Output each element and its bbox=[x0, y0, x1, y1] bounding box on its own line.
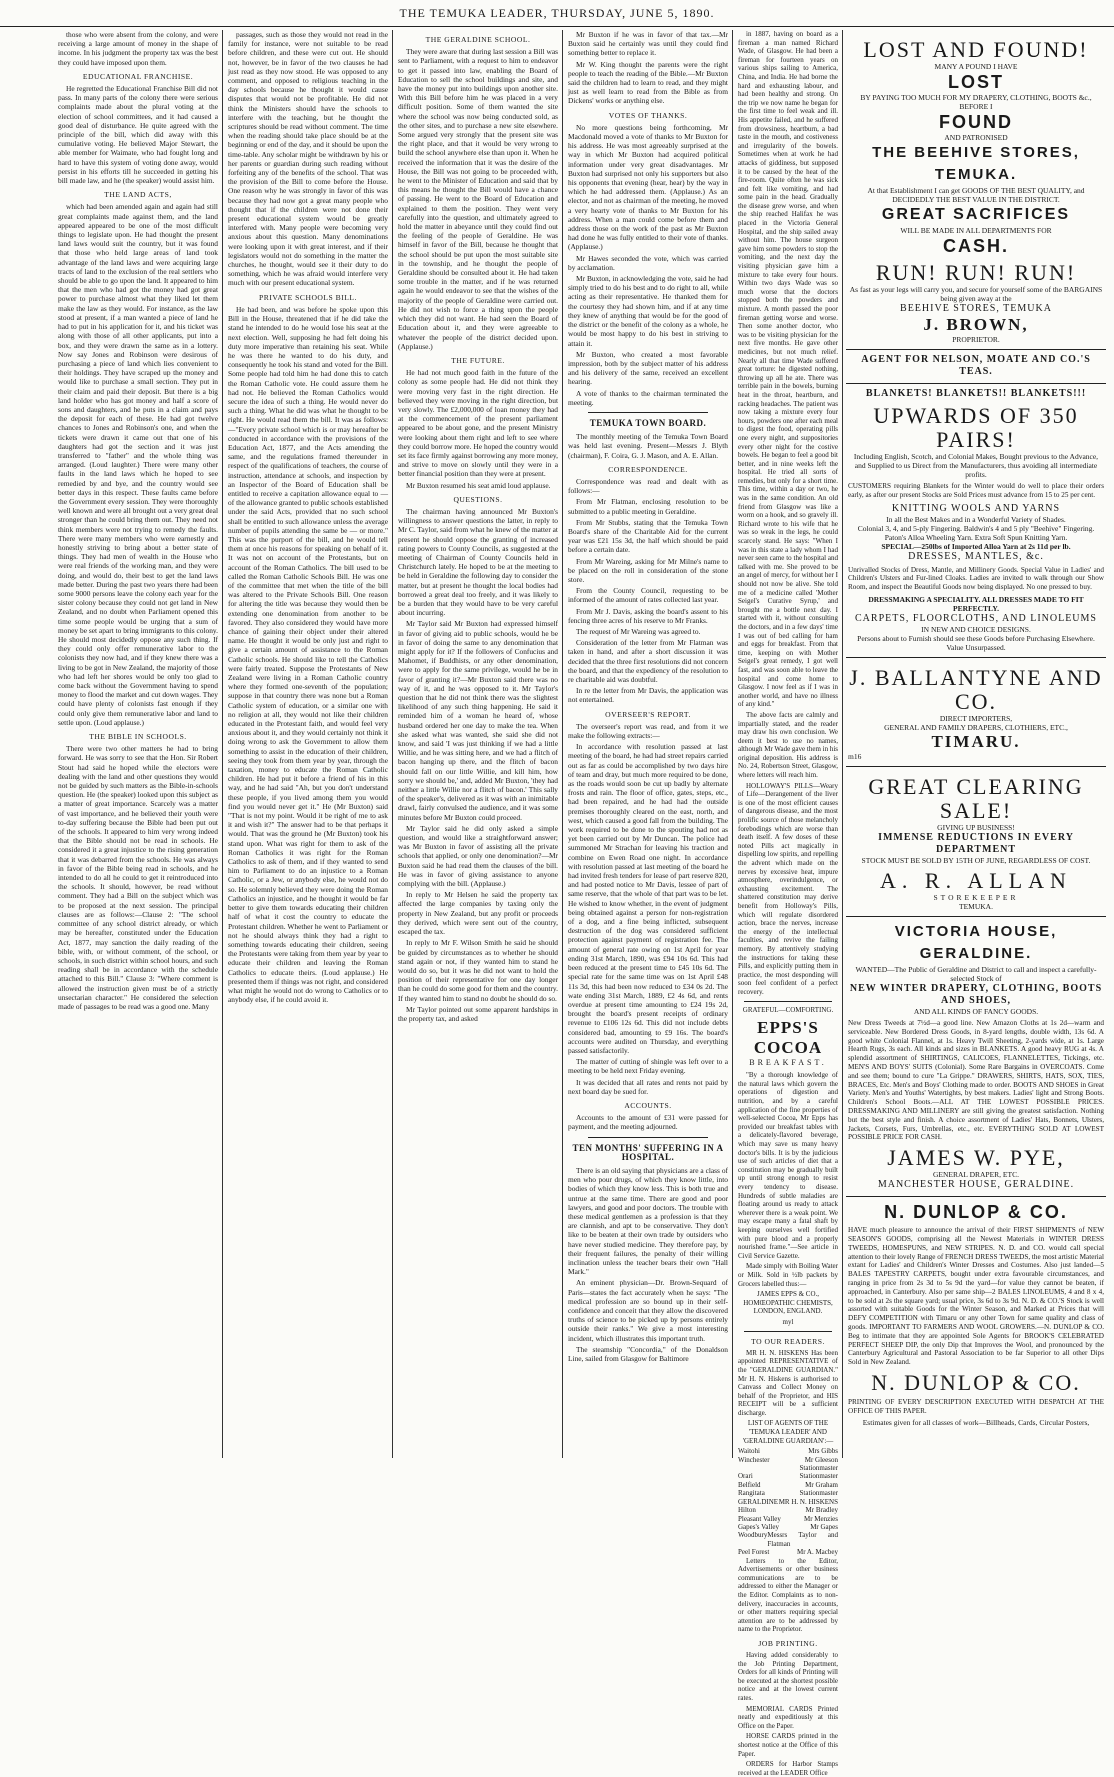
ad-store-name: VICTORIA HOUSE, GERALDINE. bbox=[894, 922, 1058, 962]
advertisements-column bbox=[846, 30, 1106, 1458]
ad-line: TEMUKA. bbox=[959, 901, 993, 911]
agent-place: Winchester bbox=[738, 1455, 770, 1464]
cocoa-subtitle: BREAKFAST. bbox=[749, 1058, 827, 1068]
article-paragraph: Mr Buxton, in acknowledging the vote, said he had simply tried to do his best and to do right to all, while acting as their representative. He thanked them for the courtesy they had shown him, and if at any time they knew of anything that would be for the good of the district or the benefit of the colony as a whole, he would be most happy to do his best in striving to attain it. bbox=[568, 274, 728, 348]
agent-place: Peel Forest bbox=[738, 1548, 770, 1557]
agent-row bbox=[738, 1498, 838, 1506]
article-paragraph: From Mr J. Davis, asking the board's assent to his fencing three acres of his reserve to Mr Franks. bbox=[568, 606, 728, 625]
agent-name: Stationmaster bbox=[799, 1472, 838, 1481]
ad-line: STOREKEEPER bbox=[933, 892, 1019, 902]
tea-agent-ad bbox=[846, 350, 1106, 384]
ad-body: New Dress Tweeds at 7½d—a good line. New Amazon Cloths at 1s 2d—warm and serviceable. New Bordered Dress Goods, in 8-yard lengths, double width, 13s 6d. A good white Colonial Flannel, at 1s. Heavy Twill Sheeting, 2-yards wide, at 1s. Large Hearth Rugs, 3s each. All kinds and sizes in BLANKETS. A good heavy RUG at 4s. A splendid assortment of SHIRTINGS, CALICOES, FLANNELETTES, Tickings, etc. MEN'S AND BOYS' SUITS (Colonial). Some Rare Bargains in OVERCOATS. Come and see them; bound to cure "La Grippe." DRAWERS, SHIRTS, HATS, SOX, TIES, BRACES, Etc. Men's and Boys' Clothing made to order. BOOTS AND SHOES in Great Variety. Men's and Youths' Watertights, by best makers. Ladies' light and Strong Boots. Children's School Boots.—ALL AT THE LOWEST POSSIBLE PRICES. DRESSMAKING AND MILLINERY are still giving the greatest satisfaction. Nothing but the best style and finish. A choice assortment of Ladies' Hats, Bonnets, Ulsters, Jackets, Corsets, Furs, Umbrellas, etc., etc. EVERYTHING SOLD AT LOWEST POSSIBLE PRICE FOR CASH. bbox=[848, 1018, 1104, 1142]
ad-town: TIMARU. bbox=[931, 731, 1021, 751]
article-paragraph: From Mr Wareing, asking for Mr Milne's name to be placed on the roll in consideration of the stone store. bbox=[568, 556, 728, 584]
ad-heading: KNITTING WOOLS AND YARNS bbox=[891, 502, 1061, 514]
article-paragraph: From Mr Stubbs, stating that the Temuka Town Board's share of the Charitable Aid for the current year was £21 15s 3d, the half which should be paid before a certain date. bbox=[568, 517, 728, 555]
ad-word: FOUND bbox=[939, 112, 1013, 132]
ad-line: IN NEW AND CHOICE DESIGNS. bbox=[921, 624, 1031, 634]
ballantyne-ad bbox=[846, 658, 1106, 767]
ad-line: BEEHIVE STORES, TEMUKA bbox=[900, 303, 1052, 314]
cocoa-kicker: GRATEFUL—COMFORTING. bbox=[742, 1005, 834, 1014]
ad-line: Estimates given for all classes of work—Billheads, Cards, Circular Posters, bbox=[862, 1418, 1090, 1428]
column-4 bbox=[568, 30, 728, 1458]
ad-line: GENERAL DRAPER, ETC. bbox=[933, 1170, 1019, 1180]
article-paragraph: They were aware that during last session a Bill was sent to Parliament, with a request to him to endeavor to get it passed into law, enabling the Board of Education to sell the school buildings and site, and have the money put into buildings upon another site. With this Bill before him he was placed in a very difficult position. Some of them wanted the site where the school was now being conducted sold, as the other sites, and to purchase a new site elsewhere. Some argued very strongly that the present site was the right place, and that it would be very wrong to build the school anywhere else than upon it. When he received the information that it was the desire of the House, the Bill was not going to be proceeded with, he went to the Minister of Education and said that by this means he thought the Bill would have a chance of passing. He went to the Board of Education and explained to them the position. They went very carefully into the question, and ultimately agreed to hold the matter in abeyance until they could find out the feeling of the people of Geraldine. He was himself in favor of the Bill, because he thought that the school should be put upon the most suitable site in the township, and he thought the people of Geraldine should be consulted about it. He had taken some trouble in the matter, and if he was returned again he would endeavor to see that the wishes of the majority of the people of Geraldine were carried out. He did not wish to force a thing upon the people which they did not want. He had seen the Board of Education about it, and they were agreeable to whatever the people of the district decided upon. (Applause.) bbox=[398, 47, 558, 351]
column-5 bbox=[738, 30, 839, 1777]
agent-name: Mr Gapes bbox=[810, 1522, 838, 1531]
article-paragraph: An eminent physician—Dr. Brown-Sequard of Paris—states the fact accurately when he says: "The medical profession are so bound up in their self-confidence and conceit that they allow the discovered truths of science to be picked up by persons entirely outside their ranks." We give a most interesting incident, which illustrates this important truth. bbox=[568, 1278, 728, 1343]
article-paragraph: From Mr Flatman, enclosing resolution to be submitted to a public meeting in Geraldine. bbox=[568, 497, 728, 516]
section-heading: JOB PRINTING. bbox=[758, 1638, 818, 1648]
ad-body: HAVE much pleasure to announce the arrival of their FIRST SHIPMENTS of NEW SEASON'S GOODS, comprising all the Newest Materials in WINTER DRESS TWEEDS, HOMESPUNS, and NEW STRIPES. N. D. and CO. would call special attention to their lovely Range of FRENCH DRESS TWEEDS, the most artistic Material extant for Ladies' and Children's Winter Dresses and Costumes. Also just landed—5 BALES TAPESTRY CARPETS, bought under extra favourable circumstances, and ranging in price from 2s 3d to 5s 9d the yard—for value they cannot be beaten, if approached, in Canterbury. Also per same ship—2 BALES LINOLEUMS, 4 and 8 x 4, to be sold at 2s the square yard; usual price, 3s 6d to 3s 9d. N. D. & CO.'S Stock is well assorted with suitable Goods for the Winter Season, and Marked at Prices that will DEFY COMPETITION with Timaru or any other Town for same quality and class of goods. IMPORTANT TO FARMERS AND WOOL GROWERS.—N. DUNLOP & CO. Beg to intimate that they are appointed Sole Agents for BROOK'S CELEBRATED PERFECT SHEEP DIP, the only Dip that Improves the Wool, and pronounced by the Canterbury Agricultural and Pastoral Association to be far Superior to all other Dips Sold in New Zealand. bbox=[848, 1226, 1104, 1367]
agent-row bbox=[738, 1523, 838, 1531]
agent-name: Mr A. Macbey bbox=[796, 1548, 838, 1557]
article-paragraph: HOLLOWAY'S PILLS—Weary of Life—Derangement of the liver is one of the most efficient causes of dangerous disease, and the most prolific source of those melancholy forebodings which are worse than death itself. A few doses of these noted Pills act magically in dispelling low spirits, and repelling the advent which made on the nerves by excessive heat, impure atmosphere, overindulgence, or exhausting excitement. The shattered constitution may derive benefit from Holloway's Pills, which will regulate disordered action, brace the nerves, increase the energy of the intellectual faculties, and revive the failing memory. By attentively studying the instructions for taking these Pills, and explicitly putting them in practice, the most desponding will soon feel confident of a perfect recovery. bbox=[738, 781, 838, 996]
article-paragraph: The chairman having announced Mr Buxton's willingness to answer questions the latter, in reply to Mr C. Taylor, said from what he knew of the matter at present he should oppose the granting of increased rating powers to County Councils, as suggested at the meeting of Chairman of County Councils held in Christchurch lately. He hoped to be at the meeting to be held in Geraldine the following day to consider the matter, but at present he thought the local bodies had borrowed a great deal too freely, and it was likely to be a burden that they would have to be very careful about incurring. bbox=[398, 506, 558, 618]
ad-line: GENERAL AND FAMILY DRAPERS, CLOTHIERS, ETC., bbox=[884, 722, 1068, 732]
ad-line: DRESSMAKING A SPECIALITY. ALL DRESSES MADE TO FIT PERFECTLY. bbox=[868, 594, 1084, 613]
article-paragraph: The request of Mr Wareing was agreed to. bbox=[576, 626, 701, 636]
ad-proprietor-name: J. BROWN, bbox=[923, 315, 1029, 334]
ad-line: Colonial 3, 4, and 5-ply Fingering. Baldwin's 4 and 5 ply "Beehive" Fingering. Paton's Alloa Wheeling Yarn. Extra Soft Spun Knitting Yarn. bbox=[857, 523, 1095, 542]
agent-row bbox=[738, 1447, 838, 1455]
column-divider bbox=[562, 30, 563, 1458]
column-2 bbox=[228, 30, 388, 1458]
section-rule bbox=[744, 1331, 832, 1332]
ad-heading: NEW WINTER DRAPERY, CLOTHING, BOOTS AND SHOES, bbox=[849, 982, 1103, 1006]
article-paragraph: In re the letter from Mr Davis, the application was not entertained. bbox=[568, 686, 728, 705]
job-printing-notice: Having added considerably to the Job Printing Department, Orders for all kinds of Printing will be executed at the shortest possible notice and at the lowest current rates. bbox=[738, 1651, 838, 1703]
agents-list bbox=[738, 1447, 838, 1556]
ad-line: Persons about to Furnish should see these Goods before Purchasing Elsewhere. Value Unsurpassed. bbox=[857, 633, 1095, 652]
article-paragraph: He had been, and was before he spoke upon this Bill in the House, threatened that if he did take the stand he intended to do he would lose his seat at the next election. Well, supposing he had felt doing his duty more imperative than retaining his seat. While he was there he wanted to do his duty, and consequently he took his stand and voted for the Bill. Some people had told him he had done this to catch the Roman Catholic vote. He could assure them he had not. He believed the Roman Catholics would secure the idea of such a thing. He would never do such a thing. What he did was what he thought to be right. He would read them the bill. It was as follows:—"Every private school which is or may hereafter be conducted in accordance with the provisions of the Education Act, 1877, and the Acts amending the same, and the regulations framed thereunder in respect of the qualifications of teachers, the course of instruction, attendance at schools, and inspection by an Inspector of the Board of Education shall be entitled to receive a capitation allowance equal to — of the allowance granted to public schools established under the said Acts, provided that no such school shall be entitled to such allowance unless the average number of pupils attending the same be — or more." This was the purport of the bill, and he would tell them at once his reasons for speaking on behalf of it. It was not on account of the Protestants, but on account of the Roman Catholics. The bill used to be called the Roman Catholic Schools Bill. He was one of the committee that met when the title of the bill was altered to the Private Schools Bill. One reason for altering the title was because they would then be extending one denomination from another to be favored. They also considered they would have more chance of gaining their object under their altered name. He thought it would be only just and right to give a certain amount of assistance to the Roman Catholic schools. He should like to tell the Catholics were fairly treated. Suppose the Protestants of New Zealand were living in a Roman Catholic country where they formed one-seventh of the population; suppose in that country there was none but a Roman Catholic system of education, or a similar one with no religion at all, they would not like their children educated in the Protestant faith, and would feel very anxious about it, and they would certainly not think it doing wrong to ask the Government to allow them something to assist in the education of their children, seeing they took from them year by year, through the taxation, money to educate the Roman Catholic children. He had put it before a friend of his in this way, and he had said "Ah, but you don't understand these people, if you lived among them you would find you would never get it." He (Mr Buxton) said "That is not my point. Would it be right of me to ask it and wish it?" The answer had to be that perhaps it would. That was the ground he (Mr Buxton) took his stand upon. What was right for them to ask of the Roman Catholics it was right for the Roman Catholics to ask of them, and if they wanted to send him to Parliament to do an injustice to a Roman Catholic, or a Jew, or anybody else, he would not do so. He solemnly believed they were doing the Roman Catholics an injustice, and he thought it would be far better to give them towards educating their children half of what it cost the country to educate the Protestant children. Whether he went to Parliament or not he should always think they had a right to something towards educating their children, seeing the Protestants were taking from them year by year to educate their children and leaving the Roman Catholics to educate theirs. (Loud applause.) He presented them if things was not right, and considered what might he would not do wrong to Catholics or to anybody else, if he could avoid it. bbox=[228, 304, 388, 1005]
section-heading: EDUCATIONAL FRANCHISE. bbox=[82, 71, 194, 81]
section-rule bbox=[588, 412, 708, 413]
article-paragraph: The steamship "Concordia," of the Donaldson Line, sailed from Glasgow for Baltimore bbox=[568, 1344, 728, 1364]
agent-place: Rangitata bbox=[738, 1489, 765, 1498]
ad-heading: DRESSES, MANTLES, &c. bbox=[908, 550, 1044, 562]
agent-name: Mr Graham bbox=[805, 1480, 838, 1489]
article-paragraph: Accounts to the amount of £31 were passed for payment, and the meeting adjourned. bbox=[568, 1113, 728, 1132]
article-paragraph: Mr W. King thought the parents were the right people to teach the reading of the Bible.—Mr Buxton said the children had to learn to read, and they might just as well learn to read from the Bible as from Dickens' works or anything else. bbox=[568, 59, 728, 106]
article-title: TEMUKA TOWN BOARD. bbox=[589, 417, 707, 428]
agent-place: Woodbury bbox=[738, 1531, 768, 1540]
ad-store-name: N. DUNLOP & CO. bbox=[884, 1202, 1068, 1223]
agent-name: Mrs Gibbs bbox=[808, 1447, 838, 1456]
agent-row bbox=[738, 1515, 838, 1523]
article-paragraph: Consideration of the letter from Mr Flatman was taken in hand, and after a short discussion it was decided that the three first resolutions did not concern the board, and that the expediency of the resolution to re charitable aid was doubtful. bbox=[568, 638, 728, 684]
article-paragraph: In reply to Mr F. Wilson Smith he said he should be guided by circumstances as to whether he should stand again or not, if they wanted him to stand he would do so, but it was he did not want to hold the position of their representative for one day longer than he could do some good for them and the country. If they wanted him to stand no doubt he should do so. bbox=[398, 938, 558, 1003]
orders-notice: ORDERS for Harbor Stamps received at the LEADER Office bbox=[738, 1760, 838, 1777]
ad-body: PRINTING OF EVERY DESCRIPTION EXECUTED WITH DESPATCH AT THE OFFICE OF THIS PAPER. bbox=[848, 1397, 1104, 1415]
ad-line: BY PAYING TOO MUCH FOR MY DRAPERY, CLOTHING, BOOTS &c., BEFORE I bbox=[860, 93, 1092, 111]
ad-line: AND PATRONISED bbox=[944, 133, 1008, 142]
section-heading: THE FUTURE. bbox=[451, 355, 505, 365]
article-title: TEN MONTHS' SUFFERING IN A HOSPITAL. bbox=[572, 1142, 724, 1162]
article-paragraph: Mr Hawes seconded the vote, which was carried by acclamation. bbox=[568, 253, 728, 272]
ad-heading: RUN! RUN! RUN! bbox=[875, 260, 1077, 285]
article-paragraph: The above facts are calmly and impartially stated, and the reader may draw his own conclusion. We deem it best to use no names, although Mr Wade gave them in his original deposition. His address is No. 24, Robertson Street, Glasgow, where letters will reach him. bbox=[738, 710, 839, 780]
agent-name: MR H. N. HISKENS bbox=[778, 1497, 838, 1506]
article-paragraph: It was decided that all rates and rents not paid by next board day be sued for. bbox=[568, 1077, 728, 1096]
ad-word: LOST bbox=[948, 72, 1004, 92]
memorial-cards-notice: MEMORIAL CARDS Printed neatly and expeditiously at this Office on the Paper. bbox=[738, 1704, 838, 1730]
article-paragraph: Mr Buxton resumed his seat amid loud applause. bbox=[406, 480, 551, 490]
section-heading: QUESTIONS. bbox=[453, 494, 503, 504]
section-heading: THE BIBLE IN SCHOOLS. bbox=[89, 732, 187, 742]
agent-row bbox=[738, 1506, 838, 1514]
article-paragraph: Mr Buxton, who created a most favorable impression, both by the subject matter of his address and his delivery of the same, received an excellent hearing. bbox=[568, 349, 728, 387]
column-divider bbox=[222, 30, 223, 1458]
article-paragraph: those who were absent from the colony, and were receiving a large amount of money in the shape of income. In his judgment the property tax was the best they could have imposed upon them. bbox=[58, 30, 218, 67]
agent-place: Waitohi bbox=[738, 1447, 760, 1456]
article-paragraph: He had not much good faith in the future of the colony as some people had. He did not think they were moving very fast in the right direction. He believed they were moving in the right direction, but very slowly. The £2,000,000 of loan money they had at the commencement of the present parliament appeared to be about gone, and the present Ministry were looking about them right and left to see where they could borrow more. He hoped the country would set its face firmly against borrowing any more money, and strive to move on slowly until they were in a better financial position than they were at present. bbox=[398, 368, 558, 479]
article-paragraph: The overseer's report was read, and from it we make the following extracts:— bbox=[568, 721, 728, 741]
ad-line: DIRECT IMPORTERS, bbox=[939, 713, 1013, 723]
ad-store-name: THE BEEHIVE STORES, TEMUKA. bbox=[872, 144, 1080, 183]
cocoa-body: "By a thorough knowledge of the natural laws which govern the operations of digestion and nutrition, and by a careful application of the fine properties of well-selected Cocoa, Mr Epps has provided our breakfast tables with a delicately-flavored beverage, which may save us many heavy doctor's bills. It is by the judicious use of such articles of diet that a constitution may be gradually built up until strong enough to resist every tendency to disease. Hundreds of subtle maladies are floating around us ready to attack wherever there is a weak point. We may escape many a fatal shaft by keeping ourselves well fortified with pure blood and a properly nourished frame."—See article in Civil Service Gazette. bbox=[738, 1071, 838, 1260]
article-paragraph: The matter of cutting of shingle was left over to a meeting to be held next Friday evening. bbox=[568, 1057, 728, 1076]
cocoa-code: myl bbox=[782, 1317, 794, 1326]
agent-row bbox=[738, 1481, 838, 1489]
agent-row bbox=[738, 1472, 838, 1480]
ad-body: Unrivalled Stocks of Dress, Mantle, and Millinery Goods. Special Value in Ladies' and Children's Ulsters and Fur-lined Cloaks. Ladies are invited to walk through our Show Room, and inspect the Beautiful Goods now being displayed. No one pressed to buy. bbox=[848, 565, 1104, 592]
agent-name: Stationmaster bbox=[799, 1464, 838, 1473]
ad-line: SPECIAL—250lbs of Imported Alloa Yarn at 2s 11d per lb. bbox=[881, 541, 1071, 551]
column-divider bbox=[842, 30, 843, 1458]
ad-code: m16 bbox=[848, 751, 862, 761]
victoria-house-ad bbox=[846, 917, 1106, 1197]
letters-notice: Letters to the Editor, Advertisements or other business communications are to be addressed to either the Manager or the Editor. Complaints as to non-delivery, inaccuracies in accounts, or other matters requiring special attention are to be addressed by name to the Proprietor. bbox=[738, 1556, 838, 1634]
cocoa-made: Made simply with Boiling Water or Milk. Sold in ½lb packets by Grocers labelled thus:— bbox=[738, 1262, 838, 1288]
section-heading: CORRESPONDENCE. bbox=[608, 464, 688, 474]
section-heading: PRIVATE SCHOOLS BILL. bbox=[259, 292, 357, 302]
ad-heading: CARPETS, FLOORCLOTHS, AND LINOLEUMS bbox=[855, 612, 1097, 624]
ad-title: LOST AND FOUND! bbox=[863, 37, 1089, 62]
agent-row bbox=[738, 1531, 838, 1548]
ad-body: CUSTOMERS requiring Blankets for the Winter would do well to place their orders early, as after our present Stocks are Sold Prices must advance from 15 to 25 per cent. bbox=[848, 482, 1104, 499]
section-rule bbox=[744, 1001, 832, 1002]
horse-cards-notice: HORSE CARDS printed in the shortest notice at the Office of this Paper. bbox=[738, 1732, 838, 1758]
ad-line: WILL BE MADE IN ALL DEPARTMENTS FOR bbox=[900, 226, 1052, 235]
column-divider bbox=[392, 30, 393, 1458]
ad-heading: AGENT FOR NELSON, MOATE AND CO.'S TEAS. bbox=[861, 354, 1091, 377]
agent-name: Mr Menzies bbox=[803, 1514, 838, 1523]
article-paragraph: In reply to Mr Helsen he said the property tax affected the large companies by taxing only the property in New Zealand, but any profit or proceeds they derived, which were sent out of the country, escaped the tax. bbox=[398, 890, 558, 937]
ad-line: AND ALL KINDS OF FANCY GOODS. bbox=[913, 1006, 1039, 1016]
cocoa-title: EPPS'S COCOA bbox=[753, 1018, 823, 1058]
article-paragraph: In accordance with resolution passed at last meeting of the board, he had had street repairs carried out as far as could be accomplished by two days hire of team and dray, but much more required to be done, as the roads would soon be cut up badly by alternate frosts and rain. The floor of office, gates, steps, etc., had been repaired, and he had had the outside premises thoroughly cleared on the east, north, and west, which caused a good fall from the building. The work required to be done to the spouting had not as yet been carried out by Mr Duncan. The police had summoned Mr Strachan for leaving his traction and combine on Ewen Road one night. In accordance with resolution passed at last meeting of the board he had invited fresh tenders for lease of part reserve 820, and had posted notice to Mr Davis, lessee of part of same reserve, that the whole of that part was to be let. He wished to know whether, in the event of judgment being obtained against a person for non-registration of a dog, and a fine being inflicted, subsequent destruction of the dog was considered sufficient protection against payment of registration fee. The amount of general rate owing on 1st April for year ending 31st March, 1890, was £94 10s 6d. This had been reduced at the present time to £45 10s 6d. The special rate for the same time was on 1st April £48 11s 3d, this had been now reduced to £34 0s 2d. The wate ending 31st March, 1889, £2 4s 6d, and rents overdue at present time amounting to £24 19s 2d, brought the board's present receipts of ordinary revenue to £106 12s 6d. This did not include debts considered bad, amounting to £9 16s. The board's accounts were audited on Thursday, and everything passed satisfactorily. bbox=[568, 742, 728, 1055]
ad-line: MANY A POUND I HAVE bbox=[934, 62, 1018, 71]
ad-heading: GREAT SACRIFICES bbox=[881, 206, 1071, 223]
cocoa-maker: JAMES EPPS & CO., HOMŒOPATHIC CHEMISTS, LONDON, ENGLAND. bbox=[743, 1290, 833, 1316]
agents-title: LIST OF AGENTS OF THE 'TEMUKA LEADER' AND 'GERALDINE GUARDIAN':— bbox=[742, 1419, 834, 1445]
article-paragraph: passages, such as those they would not read in the family for instance, were not suitable to be read before children, and these were cut out. He should not, however, be in favor of the two clauses he had just read as they now stood. He was opposed to any comment, and opposed to religious teaching in the day schools because he thought it would cause disputes that would not be profitable. He did not think the Ministers should have the schools to interfere with the teaching, but he thought the scriptures should be read without comment. The time when the reading should take place should be at the beginning or end of the day, and it should be upon the time-table. Any scholar might be withdrawn by his or her parents or guardian during such reading without forfeiting any of the benefits of the school. That was the provision of the Bill to come before the House. One reason why he was strongly in favor of this was because they had now got a great many people who thought that if the children were not done their present educational system would be greatly interfered with. Many people were becoming very anxious about this question. Many denominations were looking upon it with great interest, and if their legislators would not do something in the matter the churches, he thought, would see it their duty to do something, which he was afraid would interfere very much with our present educational system. bbox=[228, 30, 388, 288]
dunlop-ad bbox=[846, 1197, 1106, 1432]
ad-line: At that Establishment I can get GOODS OF THE BEST QUALITY, and DECIDEDLY THE BEST VALUE IN THE DISTRICT. bbox=[867, 186, 1085, 204]
section-heading: ACCOUNTS. bbox=[624, 1100, 672, 1110]
agent-name: Mr Bradley bbox=[805, 1506, 838, 1515]
lost-and-found-ad bbox=[846, 30, 1106, 350]
agent-name: Mr Gleeson bbox=[804, 1455, 838, 1464]
ad-line: GIVING UP BUSINESS! bbox=[937, 822, 1015, 832]
section-heading: THE LAND ACTS, bbox=[104, 190, 172, 200]
ad-heading: BLANKETS! BLANKETS!! BLANKETS!!! bbox=[865, 388, 1087, 399]
article-paragraph: There were two other matters he had to bring forward. He was sorry to see that the Hon. Sir Robert Stout had said he hoped while the electors were dealing with the land and other questions they would not be guided by such matters as the Bible-in-schools question. He (the speaker) looked upon this subject as a matter of great importance. Scarcely was a matter of vast importance, and he believed their youth were to-day suffering because the Bible had been put out of the schools. It appeared to him very wrong indeed that the Bible should not be read in schools. He considered it a great injustice to the rising generation that it was debarred from the schools. He was always in favor of the Bible being read in schools, and he intended to do all he could to get it reintroduced into the schools. It should, however, be read without comment. They had a Bill on the subject which was to be proposed at the next session. The principal clauses are as follows:—Clause 2: "The school committee of any school district already, or which may be hereafter, constituted under the Education Act, 1877, may sanction the daily reading of the bible, with, or without comment, of the school, or schools, in such district within school hours, and such reading shall be in accordance with the schedule attached to this Bill." Clause 3: "Where comment is allowed the instruction given must be of a strictly unsectarian character." He considered the selection made of passages to be read was a good one. Many bbox=[58, 744, 218, 1011]
ad-line: PROPRIETOR. bbox=[952, 335, 1000, 344]
column-1 bbox=[58, 30, 218, 1458]
article-paragraph: Correspondence was read and dealt with as follows:— bbox=[568, 476, 728, 496]
ad-heading: GREAT CLEARING SALE! bbox=[868, 773, 1084, 823]
agent-row bbox=[738, 1456, 838, 1464]
ad-line: MANCHESTER HOUSE, GERALDINE. bbox=[877, 1179, 1075, 1191]
ad-heading: UPWARDS OF 350 PAIRS! bbox=[873, 403, 1079, 452]
section-heading: OVERSEER'S REPORT. bbox=[605, 709, 691, 719]
article-paragraph: Mr Buxton if he was in favor of that tax.—Mr Buxton said he certainly was until they could find something better to replace it. bbox=[568, 30, 728, 58]
readers-notice: MR H. N. HISKENS Has been appointed REPRESENTATIVE of the "GERALDINE GUARDIAN." Mr H. N. Hiskens is authorised to Canvass and Collect Money on behalf of the Proprietor, and HIS RECEIPT will be a sufficient discharge. bbox=[738, 1348, 838, 1417]
ad-line: As fast as your legs will carry you, and secure for yourself some of the BARGAINS being given away at the bbox=[849, 285, 1103, 303]
agent-place: Orari bbox=[738, 1472, 753, 1481]
article-paragraph: Mr Taylor said he did only asked a simple question, and would like a straightforward answer; was Mr Buxton in favor of assisting all the private schools that applied, or only one denomination?—Mr Buxton said he had read them the clauses of the bill. He was in favor of giving assistance to anyone complying with the bill. (Applause.) bbox=[398, 823, 558, 889]
agent-row bbox=[738, 1489, 838, 1497]
ad-word: CASH. bbox=[942, 236, 1009, 256]
agent-name: Messrs Taylor and Flatman bbox=[767, 1531, 838, 1548]
masthead: THE TEMUKA LEADER, THURSDAY, JUNE 5, 1890. bbox=[0, 0, 1114, 27]
ad-line: WANTED—The Public of Geraldine and District to call and inspect a carefully-selected Stock of bbox=[855, 964, 1097, 983]
article-paragraph: in 1887, having on board as a fireman a man named Richard Wade, of Glasgow. He had been a fireman for fourteen years on various ships sailing to America, China, and India. He had borne the hard and exhausting labour, and had been healthy and strong. On the trip we now name he began for the first time to feel weak and ill. His appetite failed, and he suffered from drowsiness, heartburn, a bad taste in the mouth, and costiveness and irregularity of the bowels. Sometimes when at work he had attacks of giddiness, but supposed it to be caused by the heat of the fire-room. Quite often he was sick and felt like vomiting, and had some pain in the head. Gradually the disease grew worse, and when the ship reached Halifax he was placed in the Victoria General Hospital, and the ship sailed away without him. The house surgeon gave him some powders to stop the vomiting, and the next day the visiting physician gave him a mixture to take every four hours. Within two days Wade was so much worse that the doctors stopped both the powders and mixture. A month passed the poor fireman getting worse and worse. Then some another doctor, who was to be visiting physician for the next five months. He gave other medicines, but not much relief. Nearly all that time Wade suffered great torture: he digested nothing, throwing up all he ate. There was terrible pain in the bowels, burning heat in the throat, heartburn, and racking headaches. The patient was now taking a mixture every four hours, powders one after each meal to digest the food, operating pills one every night, and suppositories every other night for the costive bowels. He began to feel a good bit better, and in nine weeks left the hospital. He tried all sorts of remedies, but only for a short time. This time, within a day or two, he was in the same condition. An old friend from Glasgow was like a worm on a hook, and so gravely ill. Richard wrote to his wife that he was so weak in the legs, he could scarcely stand. He says: "When I was in this state a lady whom I had never seen came to the hospital and talked with me. She proved to be an angel of mercy, for without her I should not now be alive. She told me of a medicine called 'Mother Seigel's Curative Syrup,' and brought me a bottle next day. I started with it, without consulting the doctors, and in a few days' time I was out of bed calling for ham and eggs for breakfast. From that time, keeping on with Mother Seigel's great remedy, I got well fast, and was soon able to leave the hospital and come home to Glasgow. I now feel as if I was in another world, and have no illness of any kind." bbox=[738, 30, 838, 709]
article-paragraph: He regretted the Educational Franchise Bill did not pass. In many parts of the colony there were serious complaints made about the plural voting at the election of school committees, and it had caused a good deal of disturbance. He quite agreed with the principle of the bill, which did away with this cumulative voting. He believed Major Stewart, the able member for Waimate, who had fought long and hard to have this system of voting done away, would persist in his efforts till he succeeded in getting his bill made law, and he (the speaker) would assist him. bbox=[58, 84, 218, 186]
agent-place: Gapes's Valley bbox=[738, 1522, 779, 1531]
article-paragraph: The monthly meeting of the Temuka Town Board was held last evening. Present—Messrs J. Blyth (chairman), F. Coira, G. J. Mason, and A. E. Allan. bbox=[568, 432, 728, 460]
ad-proprietor-name: JAMES W. PYE, bbox=[887, 1145, 1065, 1171]
agent-row bbox=[738, 1464, 838, 1472]
ad-line: Including English, Scotch, and Colonial Makes, Bought previous to the Advance, and Supplied to us Direct from the Manufacturers, thus avoiding all intermediate profits. bbox=[853, 452, 1099, 479]
agent-place: Pleasant Valley bbox=[738, 1514, 781, 1523]
article-paragraph: From the County Council, requesting to be informed of the amount of rates collected last year. bbox=[568, 586, 728, 605]
agent-place: Belfield bbox=[738, 1480, 761, 1489]
article-paragraph: A vote of thanks to the chairman terminated the meeting. bbox=[568, 388, 728, 407]
section-rule bbox=[588, 1137, 708, 1138]
agent-place: GERALDINE bbox=[738, 1497, 779, 1506]
section-heading: THE GERALDINE SCHOOL. bbox=[425, 35, 531, 44]
article-paragraph: Mr Taylor pointed out some apparent hardships in the property tax, and asked bbox=[398, 1004, 558, 1023]
ad-store-name: N. DUNLOP & CO. bbox=[871, 1369, 1081, 1395]
clearing-sale-ad bbox=[846, 767, 1106, 917]
ad-store-name: A. R. ALLAN bbox=[880, 867, 1072, 893]
article-paragraph: No more questions being forthcoming, Mr Macdonald moved a vote of thanks to Mr Buxton for his address. He was most agreeably surprised at the way in which Mr Buxton had acquired political information under very great disadvantages. Mr Buxton had surprised not only his supporters but also his opponents that evening (hear, hear) by the way in which he had addressed them. (Applause.) As an elector, and not as chairman of the meeting, he moved a very hearty vote of thanks to Mr Buxton for his address. When a man could come before them and address those on the work of the past as Mr Buxton had done he was fully entitled to their vote of thanks. (Applause.) bbox=[568, 122, 728, 252]
column-3 bbox=[398, 30, 558, 1458]
blankets-ad bbox=[846, 384, 1106, 658]
article-paragraph: Mr Taylor said Mr Buxton had expressed himself in favor of giving aid to public schools, would he be in favor of doing the same to any denomination that might apply for it? If the followers of Confucius and Mahomet, if Buddhists, or any other denomination, were to apply for the same privilege, would he be in favor of granting it?—Mr Buxton said there was no way of it, and he was opposed to it. Mr Taylor's question that he did not think there was the slightest likelihood of any such thing happening. He said it reminded him of a woman he heard of, whose husband ordered her one day to make the tea. When she asked what was wanted, she said she did not know, and said 'I was just thinking if we had a little Willie, and he was sitting here, and we had a flitch of bacon hanging up there, and the flitch of bacon should fall on our little Willie, and kill him, how sorry we should be,' and, added Mr Buxton, 'they had neither a little Willie nor a flitch of bacon.' This sally of the speaker's, delivered as it was with an inimitable drawl, fairly convulsed the audience, and it was some minutes before Mr Buxton could proceed. bbox=[398, 619, 558, 822]
section-heading: VOTES OF THANKS. bbox=[608, 110, 688, 120]
ad-line: STOCK MUST BE SOLD BY 15TH OF JUNE, REGARDLESS OF COST. bbox=[861, 855, 1091, 865]
section-heading: TO OUR READERS. bbox=[751, 1336, 825, 1346]
agent-row bbox=[738, 1548, 838, 1556]
agent-place: Hilton bbox=[738, 1506, 756, 1515]
article-paragraph: There is an old saying that physicians are a class of men who pour drugs, of which they know little, into bodies of which they know less. This is both true and untrue at the same time. There are good and poor lawyers, and good and poor doctors. The trouble with these medical gentlemen as a profession is that they are clannish, and apt to be conservative. They don't like to be beaten at their own trade by outsiders who have never studied medicine. They therefore pay, by their frequent failures, the penalty of their willing inclination unless the teacher bears their own "Hall Mark." bbox=[568, 1165, 728, 1277]
column-divider bbox=[732, 30, 733, 1458]
article-paragraph: which had been amended again and again had still great complaints made against them, and the land appeared appeared to be one of the most difficult things to legislate upon. He had thought the present land laws would suit the country, but it was found that those who held large areas of land took advantage of the land laws and were acquiring large tracts of land to the exclusion of the real settlers who should be able to go upon the land. It appeared to him that the men who had got the money had got great power to purchase almost what they liked let them make the law as they would. For instance, as the law stood at present, if a man wanted a piece of land he had to put in his application for it, and his ticket was along with those of all other applicants, put into a box, and they were drawn the same as in a lottery. Now say Jones and Robinson were desirous of purchasing a piece of land which lies convenient to their holdings. They have scraped up the money and would like to purchase a small section. They put in their claim and paid their deposit. But there is a big land holder who has got money and half a score of sons and daughters, and he puts in a claim and pays the deposit for each of these. He had got twelve chances to Jones and Robinson's one, and when the tickets were drawn it came out that one of his daughters had got the section and it was just transferred to "father" and the whole thing was arranged. (Loud laughter.) There were many other faults in the land laws which he hoped to see remedied by and bye, and the country would see better days in this respect. These faults came before the Government every session. They were thoroughly well known and were all brought out a very great deal stronger than he could bring them out. They need not think members were not trying to remedy the faults. There were many members who were earnestly and honestly striving to bring about a better state of things. They had men of wealth in the House who were real friends of the working man, and they were doing, and would do, their best to get the land laws made better. During the past two years there had been some 9000 persons leave the colony each year for the sister colony because they could not get land in New Zealand, and no doubt when Parliament opened this time some people would be urging that a sum of money be set apart to bring immigrants to this colony. He should most decidedly oppose any such thing. If they could only offer remunerative labor to the colonists they now had, and if they knew there was a living to be got in New Zealand, the majority of those who had left her shores would be only too glad to come back without the Government having to spend money to flood the market and cut down wages. They could have plenty of colonists fast enough if they could only give them remunerative labor and land to settle upon. (Loud applause.) bbox=[58, 202, 218, 727]
ad-store-name: J. BALLANTYNE AND CO. bbox=[849, 664, 1103, 714]
agent-name: Stationmaster bbox=[799, 1489, 838, 1498]
ad-heading: IMMENSE REDUCTIONS IN EVERY DEPARTMENT bbox=[878, 831, 1074, 855]
ad-line: In all the Best Makes and in a Wonderful Variety of Shades. bbox=[886, 514, 1066, 524]
